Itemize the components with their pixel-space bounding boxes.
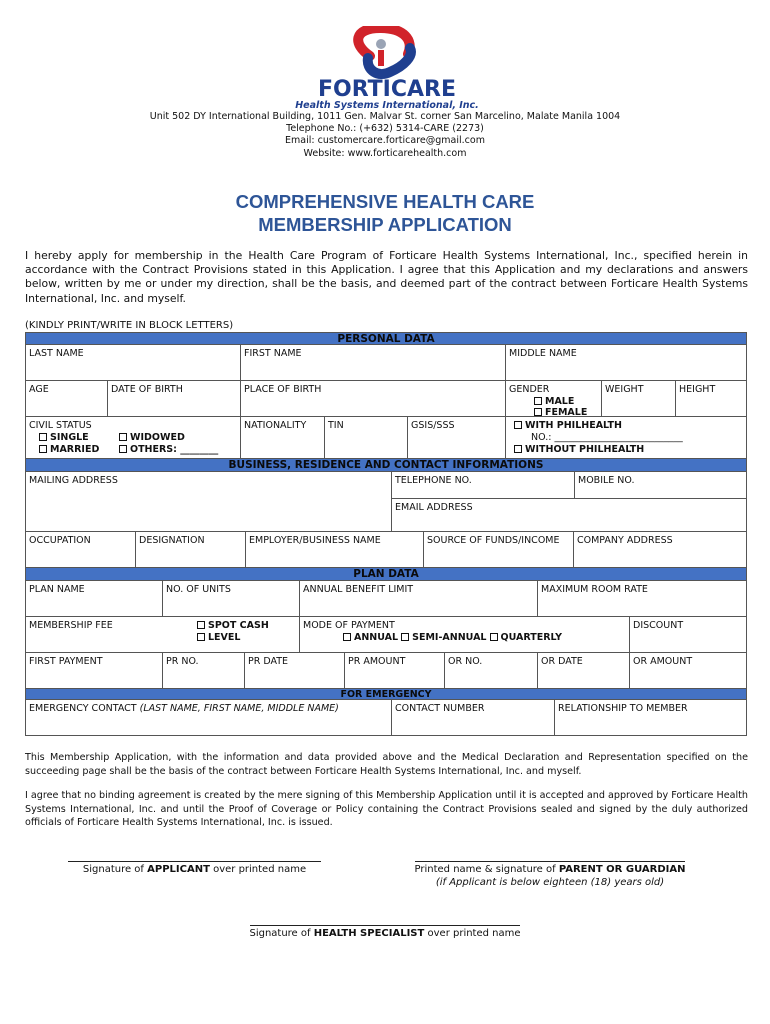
weight-field[interactable] [602, 381, 676, 416]
others-label: OTHERS: ________ [130, 444, 219, 455]
occupation-field[interactable] [26, 532, 136, 567]
caption-bold: APPLICANT [147, 864, 210, 875]
telephone-label: TELEPHONE NO. [395, 475, 472, 486]
others-option[interactable] [119, 444, 218, 456]
gsis-label: GSIS/SSS [411, 420, 455, 431]
last-name-label: LAST NAME [29, 348, 84, 359]
emergency-row [25, 700, 747, 736]
intro-paragraph: I hereby apply for membership in the Health Care Program of Forticare Health Systems International, Inc., specified herein in accordance with the Contract Provisions stated in this Application. I agree that this Application and my declarations and answers below, written by me or under my direction, shall be the basis, and deemed part of the contract between Forticare Health Systems International, Inc. and myself. [25, 249, 748, 305]
applicant-signature-line[interactable] [68, 861, 321, 862]
married-option[interactable] [39, 444, 119, 456]
caption-text: over printed name [209, 864, 307, 875]
pr-no-field[interactable] [163, 653, 245, 688]
checkbox-icon[interactable] [119, 433, 127, 441]
payment-row [25, 653, 747, 689]
age-field[interactable] [26, 381, 108, 416]
single-label: SINGLE [50, 432, 89, 443]
quarterly-option[interactable] [490, 632, 562, 643]
discount-label: DISCOUNT [633, 620, 684, 631]
without-philhealth-option[interactable] [514, 444, 743, 456]
discount-field[interactable] [630, 617, 746, 652]
or-amount-field[interactable] [630, 653, 746, 688]
semi-annual-option[interactable] [401, 632, 486, 643]
caption-text: Signature of [249, 928, 314, 939]
single-option[interactable] [39, 432, 119, 444]
form-title [0, 190, 770, 236]
designation-label: DESIGNATION [139, 535, 205, 546]
first-payment-field[interactable] [26, 653, 163, 688]
female-label: FEMALE [545, 407, 588, 418]
caption-text: over printed name [424, 928, 521, 939]
checkbox-icon[interactable] [197, 621, 205, 629]
mode-of-payment-field [300, 617, 630, 652]
tin-label: TIN [328, 420, 344, 431]
parent-signature-line[interactable] [415, 861, 685, 862]
employer-label: EMPLOYER/BUSINESS NAME [249, 535, 381, 546]
contact-number-field[interactable] [392, 700, 555, 735]
source-of-funds-field[interactable] [424, 532, 574, 567]
widowed-label: WIDOWED [130, 432, 185, 443]
caption-text: Printed name & signature of [414, 864, 559, 875]
civil-status-field [26, 417, 241, 458]
civil-status-label: CIVIL STATUS [29, 420, 92, 431]
checkbox-icon[interactable] [119, 445, 127, 453]
checkbox-icon[interactable] [534, 397, 542, 405]
male-label: MALE [545, 396, 575, 407]
emergency-contact-field[interactable] [26, 700, 392, 735]
tin-field[interactable] [325, 417, 408, 458]
checkbox-icon[interactable] [39, 445, 47, 453]
pr-amount-label: PR AMOUNT [348, 656, 406, 667]
plan-name-label: PLAN NAME [29, 584, 85, 595]
checkbox-icon[interactable] [490, 633, 498, 641]
or-no-field[interactable] [445, 653, 538, 688]
pob-field[interactable] [241, 381, 506, 416]
age-row [25, 381, 747, 417]
without-philhealth-label: WITHOUT PHILHEALTH [525, 444, 645, 455]
widowed-option[interactable] [119, 432, 218, 444]
company-address-label: COMPANY ADDRESS [577, 535, 673, 546]
name-row [25, 345, 747, 381]
annual-option[interactable] [343, 632, 398, 643]
email-line: Email: customercare.forticare@gmail.com [285, 135, 485, 147]
gender-field [506, 381, 602, 416]
business-header: BUSINESS, RESIDENCE AND CONTACT INFORMATIONS [25, 459, 747, 472]
height-label: HEIGHT [679, 384, 716, 395]
membership-fee-label: MEMBERSHIP FEE [29, 620, 113, 631]
spot-cash-label: SPOT CASH [208, 620, 269, 631]
logo-brand-subname: Health Systems International, Inc. [295, 100, 479, 111]
basis-paragraph: This Membership Application, with the information and data provided above and the Medical Declaration and Representation specified on the succeeding page shall be the basis of the contract between Forticare Health Systems International, Inc. and myself. [25, 752, 748, 777]
units-label: NO. OF UNITS [166, 584, 231, 595]
checkbox-icon[interactable] [514, 445, 522, 453]
age-label: AGE [29, 384, 49, 395]
company-address [0, 111, 770, 160]
membership-fee-field [26, 617, 300, 652]
male-option[interactable] [534, 396, 598, 407]
annual-label: ANNUAL [354, 632, 399, 643]
contact-number-label: CONTACT NUMBER [395, 703, 485, 714]
pr-no-label: PR NO. [166, 656, 199, 667]
plan-row [25, 581, 747, 617]
address-line: Unit 502 DY International Building, 1011 Gen. Malvar St. corner San Marcelino, Malate Manila 1004 [149, 111, 621, 122]
specialist-signature-caption [230, 928, 540, 939]
mailing-address-field[interactable] [26, 472, 392, 531]
philhealth-field [506, 417, 746, 458]
checkbox-icon[interactable] [39, 433, 47, 441]
pob-label: PLACE OF BIRTH [244, 384, 322, 395]
first-name-field[interactable] [241, 345, 506, 380]
mode-of-payment-label: MODE OF PAYMENT [303, 620, 395, 631]
specialist-signature-line[interactable] [250, 925, 520, 926]
spot-cash-option[interactable] [197, 620, 269, 632]
level-option[interactable] [197, 632, 269, 644]
plan-data-header: PLAN DATA [25, 568, 747, 581]
logo-brand-name: FORTICARE [317, 77, 457, 102]
or-date-field[interactable] [538, 653, 630, 688]
height-field[interactable] [676, 381, 746, 416]
applicant-signature-caption [58, 864, 331, 875]
abl-field[interactable] [300, 581, 538, 616]
fee-row [25, 617, 747, 653]
email-address-field[interactable] [392, 499, 746, 531]
parent-note: (if Applicant is below eighteen (18) years old) [435, 877, 665, 888]
relationship-field[interactable] [555, 700, 746, 735]
first-name-label: FIRST NAME [244, 348, 302, 359]
gender-label: GENDER [509, 384, 550, 395]
checkbox-icon[interactable] [514, 421, 522, 429]
employer-field[interactable] [246, 532, 424, 567]
semi-annual-label: SEMI-ANNUAL [412, 632, 487, 643]
middle-name-label: MIDDLE NAME [509, 348, 577, 359]
checkbox-icon[interactable] [197, 633, 205, 641]
room-rate-field[interactable] [538, 581, 746, 616]
civil-status-row [25, 417, 747, 459]
pr-date-label: PR DATE [248, 656, 289, 667]
occupation-label: OCCUPATION [29, 535, 91, 546]
mailing-address-label: MAILING ADDRESS [29, 475, 118, 486]
telephone-line: Telephone No.: (+632) 5314-CARE (2273) [286, 123, 484, 135]
caption-text: Signature of [82, 864, 148, 875]
nationality-field[interactable] [241, 417, 325, 458]
agreement-paragraph: I agree that no binding agreement is created by the mere signing of this Membership Application until it is accepted and approved by Forticare Health Systems International, Inc. and until the Proof of Coverage or Policy containing the Contract Provisions sealed and signed by the duly authorized officials of Forticare Health Systems International, Inc. is issued. [25, 790, 748, 829]
caption-bold: HEALTH SPECIALIST [313, 928, 425, 939]
source-of-funds-label: SOURCE OF FUNDS/INCOME [427, 535, 560, 546]
website-line: Website: www.forticarehealth.com [303, 147, 467, 159]
title-line-2: MEMBERSHIP APPLICATION [258, 214, 512, 235]
mobile-label: MOBILE NO. [578, 475, 635, 486]
company-address-field[interactable] [574, 532, 746, 567]
personal-data-header: PERSONAL DATA [25, 332, 747, 345]
or-amount-label: OR AMOUNT [633, 656, 693, 667]
dob-label: DATE OF BIRTH [111, 384, 183, 395]
dob-field[interactable] [108, 381, 241, 416]
or-date-label: OR DATE [541, 656, 583, 667]
pr-date-field[interactable] [245, 653, 345, 688]
gsis-field[interactable] [408, 417, 506, 458]
parent-signature-caption [395, 864, 705, 888]
designation-field[interactable] [136, 532, 246, 567]
middle-name-field[interactable] [506, 345, 746, 380]
weight-label: WEIGHT [605, 384, 644, 395]
application-form [25, 332, 747, 736]
relationship-label: RELATIONSHIP TO MEMBER [558, 703, 688, 714]
mobile-field[interactable] [575, 472, 746, 498]
occupation-row [25, 532, 747, 568]
nationality-label: NATIONALITY [244, 420, 307, 431]
with-philhealth-option[interactable] [514, 420, 743, 432]
instructions: (KINDLY PRINT/WRITE IN BLOCK LETTERS) [25, 320, 234, 331]
quarterly-label: QUARTERLY [500, 632, 562, 643]
emergency-header: FOR EMERGENCY [25, 689, 747, 700]
last-name-field[interactable] [26, 345, 241, 380]
emergency-contact-hint: (LAST NAME, FIRST NAME, MIDDLE NAME) [139, 703, 339, 714]
caption-bold: PARENT OR GUARDIAN [558, 864, 686, 875]
checkbox-icon[interactable] [534, 408, 542, 416]
philhealth-no-field[interactable]: NO.: ___________________________ [531, 432, 683, 443]
married-label: MARRIED [50, 444, 100, 455]
room-rate-label: MAXIMUM ROOM RATE [541, 584, 648, 595]
checkbox-icon[interactable] [401, 633, 409, 641]
plan-name-field[interactable] [26, 581, 163, 616]
or-no-label: OR NO. [448, 656, 483, 667]
first-payment-label: FIRST PAYMENT [29, 656, 103, 667]
abl-label: ANNUAL BENEFIT LIMIT [303, 584, 414, 595]
emergency-contact-label: EMERGENCY CONTACT [29, 703, 137, 714]
email-address-label: EMAIL ADDRESS [395, 502, 473, 513]
pr-amount-field[interactable] [345, 653, 445, 688]
with-philhealth-label: WITH PHILHEALTH [525, 420, 622, 431]
mailing-row [25, 472, 747, 532]
units-field[interactable] [163, 581, 300, 616]
telephone-field[interactable] [392, 472, 575, 498]
level-label: LEVEL [208, 632, 241, 643]
checkbox-icon[interactable] [343, 633, 351, 641]
title-line-1: COMPREHENSIVE HEALTH CARE [235, 191, 535, 212]
forticare-logo [282, 26, 492, 112]
